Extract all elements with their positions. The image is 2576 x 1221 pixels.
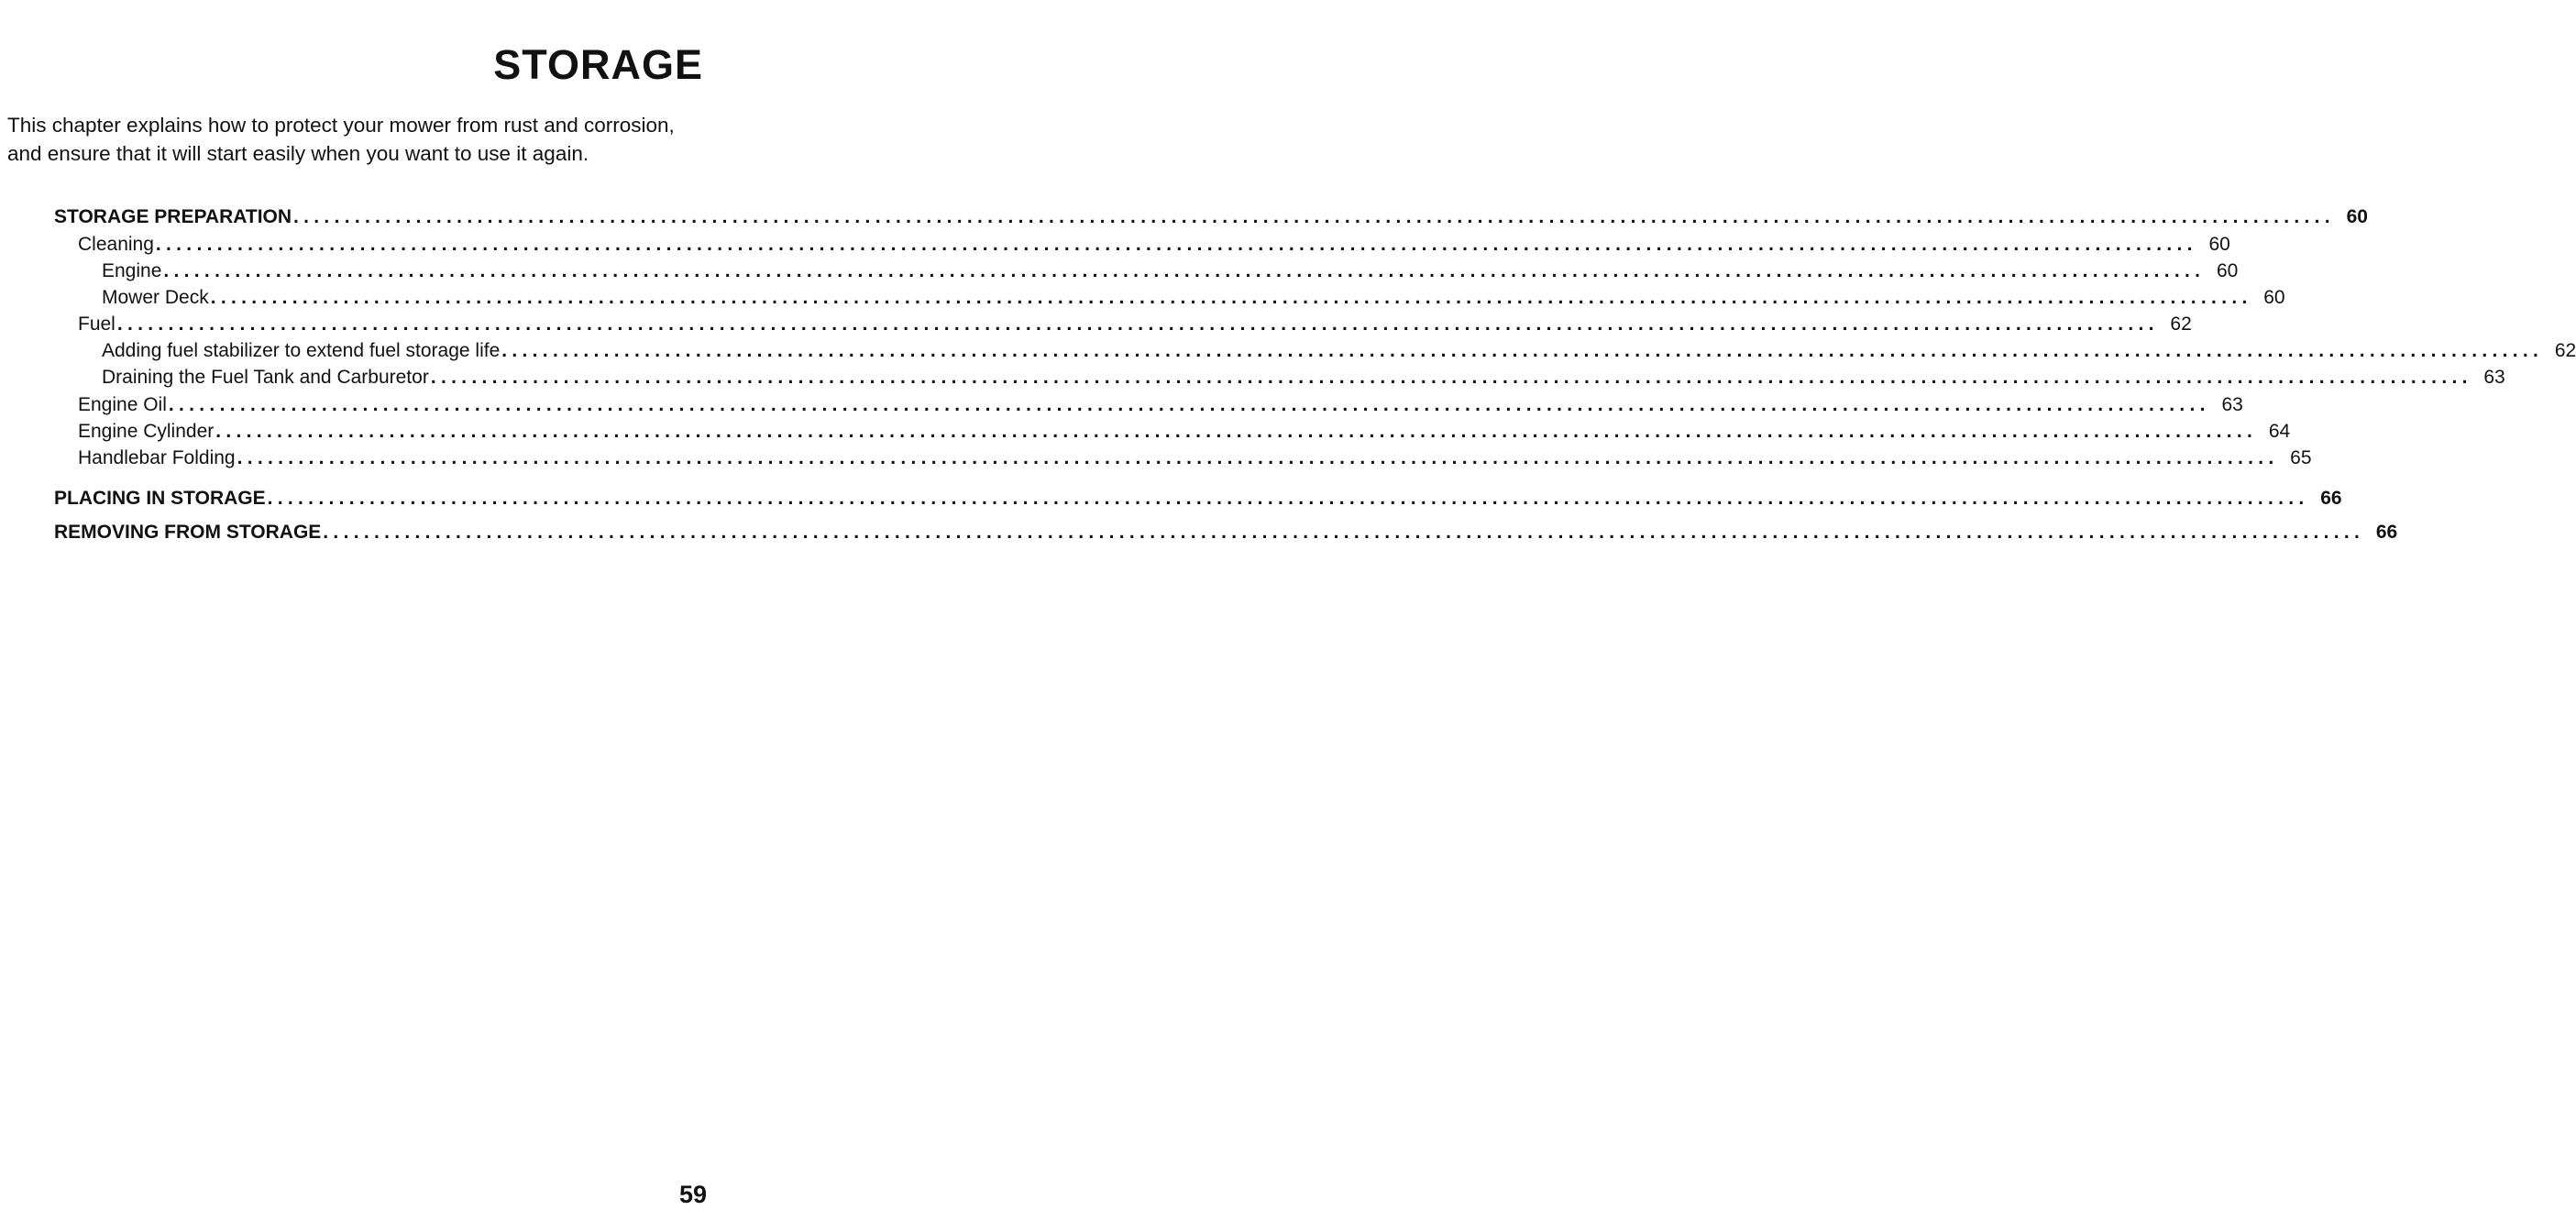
toc-entry-page: 60 bbox=[2216, 260, 2239, 281]
toc-entry[interactable] bbox=[54, 520, 2398, 545]
toc-entry-label: Draining the Fuel Tank and Carburetor bbox=[102, 367, 429, 388]
toc-entry-label: Engine Cylinder bbox=[78, 421, 215, 442]
toc-entry-label: STORAGE PREPARATION bbox=[54, 206, 292, 227]
toc-entry-page: 62 bbox=[2554, 340, 2576, 361]
toc-entry-label: PLACING IN STORAGE bbox=[54, 488, 266, 509]
toc-entry[interactable] bbox=[102, 285, 2285, 311]
toc-leader-dots: ........................................................................................................................................................................................................ bbox=[237, 447, 2279, 468]
toc-entry-label: Engine Oil bbox=[78, 394, 167, 415]
toc-entry[interactable] bbox=[78, 419, 2291, 445]
toc-leader-dots: ........................................................................................................................................................................................................ bbox=[163, 260, 2206, 281]
toc-entry-page: 60 bbox=[2346, 206, 2368, 227]
toc-entry-page: 63 bbox=[2483, 367, 2505, 388]
toc-entry-page: 66 bbox=[2320, 488, 2342, 509]
toc-entry-label: Mower Deck bbox=[102, 287, 209, 308]
toc-entry[interactable] bbox=[78, 312, 2192, 337]
toc-entry-label: REMOVING FROM STORAGE bbox=[54, 522, 322, 543]
toc-entry[interactable] bbox=[54, 486, 2342, 512]
toc-leader-dots: ........................................................................................................................................................................................................ bbox=[430, 367, 2472, 388]
toc-entry-page: 64 bbox=[2268, 421, 2291, 442]
toc-entry-label: Cleaning bbox=[78, 234, 154, 255]
toc-entry[interactable] bbox=[102, 365, 2505, 390]
toc-entry[interactable] bbox=[102, 338, 2576, 364]
toc-leader-dots: ........................................................................................................................................................................................................ bbox=[501, 340, 2544, 361]
toc-entry[interactable] bbox=[78, 392, 2243, 418]
toc-leader-dots: ........................................................................................................................................................................................................ bbox=[116, 314, 2159, 335]
toc-entry[interactable] bbox=[78, 232, 2230, 258]
toc-entry-page: 65 bbox=[2290, 447, 2312, 468]
toc-entry-page: 60 bbox=[2208, 234, 2230, 255]
toc-leader-dots: ........................................................................................................................................................................................................ bbox=[215, 421, 2258, 442]
page-title: STORAGE bbox=[493, 41, 703, 88]
toc-entry-label: Fuel bbox=[78, 314, 116, 335]
toc-leader-dots: ........................................................................................................................................................................................................ bbox=[323, 522, 2365, 543]
toc-leader-dots: ........................................................................................................................................................................................................ bbox=[168, 394, 2210, 415]
toc-entry[interactable] bbox=[54, 204, 2368, 230]
toc-entry-page: 66 bbox=[2375, 522, 2398, 543]
toc-leader-dots: ........................................................................................................................................................................................................ bbox=[267, 488, 2309, 509]
toc-entry-page: 63 bbox=[2221, 394, 2243, 415]
toc-entry-page: 60 bbox=[2263, 287, 2285, 308]
toc-entry[interactable] bbox=[78, 446, 2312, 471]
toc-entry-label: Engine bbox=[102, 260, 162, 281]
toc-entry[interactable] bbox=[102, 258, 2239, 284]
toc-leader-dots: ........................................................................................................................................................................................................ bbox=[155, 234, 2197, 255]
toc-leader-dots: ........................................................................................................................................................................................................ bbox=[293, 206, 2335, 227]
toc-entry-label: Handlebar Folding bbox=[78, 447, 236, 468]
page-number: 59 bbox=[678, 1181, 707, 1208]
intro-paragraph: This chapter explains how to protect your mower from rust and corrosion, and ensure that it will start easily when you want to use it again. bbox=[7, 114, 675, 165]
toc-leader-dots: ........................................................................................................................................................................................................ bbox=[210, 287, 2252, 308]
toc-entry-label: Adding fuel stabilizer to extend fuel storage life bbox=[102, 340, 501, 361]
toc-entry-page: 62 bbox=[2170, 314, 2192, 335]
